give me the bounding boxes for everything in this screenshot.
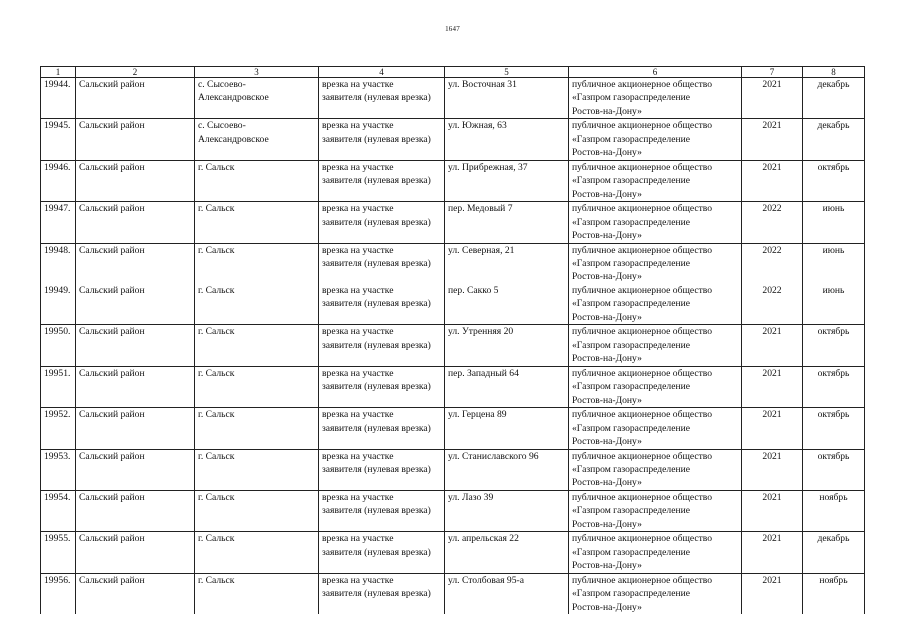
column-header: 8 bbox=[803, 67, 865, 78]
work-type-line: врезка на участке bbox=[322, 203, 394, 215]
address-cell: ул. Северная, 21 bbox=[445, 243, 569, 284]
table-row bbox=[41, 284, 865, 325]
work-type-line: заявителя (нулевая врезка) bbox=[322, 216, 431, 228]
settlement-line: г. Сальск bbox=[198, 244, 235, 256]
table-row bbox=[41, 78, 865, 119]
row-number: 19950. bbox=[41, 325, 76, 366]
address-cell: ул. Столбовая 95-а bbox=[445, 573, 569, 614]
organization-line: публичное акционерное общество bbox=[572, 161, 713, 173]
work-type-line: заявителя (нулевая врезка) bbox=[322, 588, 431, 600]
organization-cell bbox=[569, 366, 742, 407]
row-number: 19953. bbox=[41, 449, 76, 490]
settlement-cell bbox=[195, 449, 319, 490]
table-row bbox=[41, 160, 865, 201]
organization-cell bbox=[569, 78, 742, 119]
organization-line: «Газпром газораспределение bbox=[572, 422, 690, 434]
work-type-line: врезка на участке bbox=[322, 79, 394, 90]
settlement-cell bbox=[195, 78, 319, 119]
row-number: 19956. bbox=[41, 573, 76, 614]
district-cell: Сальский район bbox=[76, 573, 195, 614]
work-type-cell bbox=[319, 243, 445, 284]
organization-line: Ростов-на-Дону» bbox=[572, 435, 642, 447]
row-number: 19952. bbox=[41, 408, 76, 449]
table-row bbox=[41, 573, 865, 614]
table-row bbox=[41, 532, 865, 573]
work-type-cell bbox=[319, 284, 445, 325]
month-cell: октябрь bbox=[803, 366, 865, 407]
organization-line: «Газпром газораспределение bbox=[572, 175, 690, 187]
organization-cell bbox=[569, 243, 742, 284]
table-row bbox=[41, 325, 865, 366]
settlement-cell bbox=[195, 366, 319, 407]
work-type-line: врезка на участке bbox=[322, 409, 394, 421]
row-number: 19954. bbox=[41, 490, 76, 531]
district-cell: Сальский район bbox=[76, 325, 195, 366]
organization-line: Ростов-на-Дону» bbox=[572, 560, 642, 572]
organization-line: публичное акционерное общество bbox=[572, 409, 713, 421]
organization-line: публичное акционерное общество bbox=[572, 450, 713, 462]
settlement-cell bbox=[195, 532, 319, 573]
settlement-cell bbox=[195, 490, 319, 531]
organization-line: «Газпром газораспределение bbox=[572, 216, 690, 228]
month-cell: октябрь bbox=[803, 408, 865, 449]
work-type-line: врезка на участке bbox=[322, 284, 394, 296]
work-type-line: заявителя (нулевая врезка) bbox=[322, 339, 431, 351]
settlement-cell bbox=[195, 408, 319, 449]
organization-line: «Газпром газораспределение bbox=[572, 463, 690, 475]
organization-line: «Газпром газораспределение bbox=[572, 339, 690, 351]
work-type-cell bbox=[319, 160, 445, 201]
row-number: 19949. bbox=[41, 284, 76, 325]
settlement-line: г. Сальск bbox=[198, 409, 235, 421]
work-type-line: врезка на участке bbox=[322, 161, 394, 173]
work-type-line: врезка на участке bbox=[322, 244, 394, 256]
organization-line: публичное акционерное общество bbox=[572, 574, 713, 586]
month-cell: декабрь bbox=[803, 119, 865, 160]
address-cell: ул. Станиславского 96 bbox=[445, 449, 569, 490]
organization-cell bbox=[569, 119, 742, 160]
settlement-cell bbox=[195, 573, 319, 614]
settlement-line: г. Сальск bbox=[198, 326, 235, 338]
organization-cell bbox=[569, 284, 742, 325]
year-cell: 2021 bbox=[742, 532, 803, 573]
work-type-line: заявителя (нулевая врезка) bbox=[322, 175, 431, 187]
settlement-line: с. Сысоево- bbox=[198, 120, 246, 132]
work-type-line: врезка на участке bbox=[322, 120, 394, 132]
year-cell: 2021 bbox=[742, 449, 803, 490]
organization-line: Ростов-на-Дону» bbox=[572, 105, 642, 117]
organization-cell bbox=[569, 532, 742, 573]
organization-line: Ростов-на-Дону» bbox=[572, 394, 642, 406]
month-cell: декабрь bbox=[803, 78, 865, 119]
settlement-cell bbox=[195, 202, 319, 243]
row-number: 19947. bbox=[41, 202, 76, 243]
organization-line: публичное акционерное общество bbox=[572, 79, 713, 90]
work-type-line: заявителя (нулевая врезка) bbox=[322, 422, 431, 434]
table-row bbox=[41, 366, 865, 407]
organization-line: «Газпром газораспределение bbox=[572, 298, 690, 310]
district-cell: Сальский район bbox=[76, 490, 195, 531]
row-number: 19948. bbox=[41, 243, 76, 284]
column-header: 6 bbox=[569, 67, 742, 78]
settlement-cell bbox=[195, 325, 319, 366]
district-cell: Сальский район bbox=[76, 408, 195, 449]
settlement-cell bbox=[195, 119, 319, 160]
address-cell: ул. Лазо 39 bbox=[445, 490, 569, 531]
work-type-line: заявителя (нулевая врезка) bbox=[322, 298, 431, 310]
year-cell: 2021 bbox=[742, 366, 803, 407]
organization-line: публичное акционерное общество bbox=[572, 491, 713, 503]
organization-line: Ростов-на-Дону» bbox=[572, 477, 642, 489]
organization-cell bbox=[569, 573, 742, 614]
year-cell: 2022 bbox=[742, 202, 803, 243]
settlement-line: Александровское bbox=[198, 133, 269, 145]
table-row bbox=[41, 449, 865, 490]
organization-line: публичное акционерное общество bbox=[572, 244, 713, 256]
table-row bbox=[41, 119, 865, 160]
settlement-line: с. Сысоево- bbox=[198, 79, 246, 90]
work-type-line: заявителя (нулевая врезка) bbox=[322, 505, 431, 517]
row-number: 19945. bbox=[41, 119, 76, 160]
organization-line: Ростов-на-Дону» bbox=[572, 147, 642, 159]
settlement-line: г. Сальск bbox=[198, 284, 235, 296]
address-cell: ул. Прибрежная, 37 bbox=[445, 160, 569, 201]
organization-line: «Газпром газораспределение bbox=[572, 257, 690, 269]
organization-cell bbox=[569, 408, 742, 449]
year-cell: 2021 bbox=[742, 325, 803, 366]
settlement-line: г. Сальск bbox=[198, 367, 235, 379]
table-row bbox=[41, 202, 865, 243]
organization-line: Ростов-на-Дону» bbox=[572, 518, 642, 530]
work-type-cell bbox=[319, 532, 445, 573]
work-type-line: заявителя (нулевая врезка) bbox=[322, 133, 431, 145]
month-cell: июнь bbox=[803, 284, 865, 325]
work-type-cell bbox=[319, 119, 445, 160]
district-cell: Сальский район bbox=[76, 366, 195, 407]
organization-line: «Газпром газораспределение bbox=[572, 546, 690, 558]
work-type-line: врезка на участке bbox=[322, 367, 394, 379]
row-number: 19946. bbox=[41, 160, 76, 201]
work-type-cell bbox=[319, 366, 445, 407]
row-number: 19951. bbox=[41, 366, 76, 407]
column-header: 5 bbox=[445, 67, 569, 78]
settlement-line: г. Сальск bbox=[198, 574, 235, 586]
month-cell: июнь bbox=[803, 202, 865, 243]
column-header: 3 bbox=[195, 67, 319, 78]
work-type-line: врезка на участке bbox=[322, 574, 394, 586]
settlement-line: г. Сальск bbox=[198, 203, 235, 215]
work-type-cell bbox=[319, 449, 445, 490]
work-type-cell bbox=[319, 408, 445, 449]
address-cell: ул. Герцена 89 bbox=[445, 408, 569, 449]
district-cell: Сальский район bbox=[76, 160, 195, 201]
year-cell: 2021 bbox=[742, 408, 803, 449]
table-row bbox=[41, 243, 865, 284]
district-cell: Сальский район bbox=[76, 532, 195, 573]
work-type-line: врезка на участке bbox=[322, 533, 394, 545]
work-type-cell bbox=[319, 202, 445, 243]
address-cell: ул. Восточная 31 bbox=[445, 78, 569, 119]
column-header: 7 bbox=[742, 67, 803, 78]
organization-line: Ростов-на-Дону» bbox=[572, 271, 642, 283]
month-cell: декабрь bbox=[803, 532, 865, 573]
row-number: 19955. bbox=[41, 532, 76, 573]
column-header: 2 bbox=[76, 67, 195, 78]
month-cell: октябрь bbox=[803, 325, 865, 366]
registry-table bbox=[40, 66, 865, 614]
organization-cell bbox=[569, 160, 742, 201]
organization-line: «Газпром газораспределение bbox=[572, 505, 690, 517]
organization-line: публичное акционерное общество bbox=[572, 120, 713, 132]
address-cell: ул. апрельская 22 bbox=[445, 532, 569, 573]
work-type-line: заявителя (нулевая врезка) bbox=[322, 257, 431, 269]
work-type-line: врезка на участке bbox=[322, 326, 394, 338]
district-cell: Сальский район bbox=[76, 202, 195, 243]
organization-line: «Газпром газораспределение bbox=[572, 92, 690, 104]
work-type-cell bbox=[319, 78, 445, 119]
work-type-line: заявителя (нулевая врезка) bbox=[322, 546, 431, 558]
year-cell: 2021 bbox=[742, 119, 803, 160]
month-cell: ноябрь bbox=[803, 573, 865, 614]
organization-line: публичное акционерное общество bbox=[572, 326, 713, 338]
table-row bbox=[41, 490, 865, 531]
settlement-line: г. Сальск bbox=[198, 450, 235, 462]
district-cell: Сальский район bbox=[76, 284, 195, 325]
organization-line: «Газпром газораспределение bbox=[572, 381, 690, 393]
settlement-cell bbox=[195, 160, 319, 201]
work-type-cell bbox=[319, 325, 445, 366]
column-header: 1 bbox=[41, 67, 76, 78]
month-cell: ноябрь bbox=[803, 490, 865, 531]
year-cell: 2021 bbox=[742, 573, 803, 614]
organization-line: публичное акционерное общество bbox=[572, 367, 713, 379]
year-cell: 2021 bbox=[742, 78, 803, 119]
district-cell: Сальский район bbox=[76, 449, 195, 490]
address-cell: пер. Западный 64 bbox=[445, 366, 569, 407]
column-header: 4 bbox=[319, 67, 445, 78]
address-cell: ул. Утренняя 20 bbox=[445, 325, 569, 366]
year-cell: 2022 bbox=[742, 243, 803, 284]
work-type-line: врезка на участке bbox=[322, 491, 394, 503]
organization-line: Ростов-на-Дону» bbox=[572, 311, 642, 323]
settlement-cell bbox=[195, 243, 319, 284]
organization-cell bbox=[569, 449, 742, 490]
year-cell: 2022 bbox=[742, 284, 803, 325]
month-cell: октябрь bbox=[803, 449, 865, 490]
district-cell: Сальский район bbox=[76, 119, 195, 160]
table-row bbox=[41, 408, 865, 449]
organization-line: «Газпром газораспределение bbox=[572, 588, 690, 600]
year-cell: 2021 bbox=[742, 160, 803, 201]
organization-line: Ростов-на-Дону» bbox=[572, 188, 642, 200]
address-cell: ул. Южная, 63 bbox=[445, 119, 569, 160]
year-cell: 2021 bbox=[742, 490, 803, 531]
organization-line: «Газпром газораспределение bbox=[572, 133, 690, 145]
organization-line: Ростов-на-Дону» bbox=[572, 229, 642, 241]
month-cell: июнь bbox=[803, 243, 865, 284]
settlement-line: г. Сальск bbox=[198, 161, 235, 173]
settlement-line: г. Сальск bbox=[198, 491, 235, 503]
work-type-cell bbox=[319, 573, 445, 614]
organization-line: Ростов-на-Дону» bbox=[572, 601, 642, 613]
settlement-line: г. Сальск bbox=[198, 533, 235, 545]
month-cell: октябрь bbox=[803, 160, 865, 201]
work-type-line: заявителя (нулевая врезка) bbox=[322, 92, 431, 104]
district-cell: Сальский район bbox=[76, 243, 195, 284]
work-type-line: заявителя (нулевая врезка) bbox=[322, 381, 431, 393]
settlement-cell bbox=[195, 284, 319, 325]
address-cell: пер. Медовый 7 bbox=[445, 202, 569, 243]
organization-line: публичное акционерное общество bbox=[572, 533, 713, 545]
work-type-line: заявителя (нулевая врезка) bbox=[322, 463, 431, 475]
organization-cell bbox=[569, 490, 742, 531]
work-type-line: врезка на участке bbox=[322, 450, 394, 462]
page-number: 1647 bbox=[445, 25, 460, 33]
column-number-row bbox=[41, 67, 865, 78]
organization-cell bbox=[569, 202, 742, 243]
organization-line: публичное акционерное общество bbox=[572, 284, 713, 296]
organization-cell bbox=[569, 325, 742, 366]
organization-line: публичное акционерное общество bbox=[572, 203, 713, 215]
address-cell: пер. Сакко 5 bbox=[445, 284, 569, 325]
settlement-line: Александровское bbox=[198, 92, 269, 104]
work-type-cell bbox=[319, 490, 445, 531]
organization-line: Ростов-на-Дону» bbox=[572, 353, 642, 365]
district-cell: Сальский район bbox=[76, 78, 195, 119]
row-number: 19944. bbox=[41, 78, 76, 119]
registry-body bbox=[41, 78, 865, 615]
